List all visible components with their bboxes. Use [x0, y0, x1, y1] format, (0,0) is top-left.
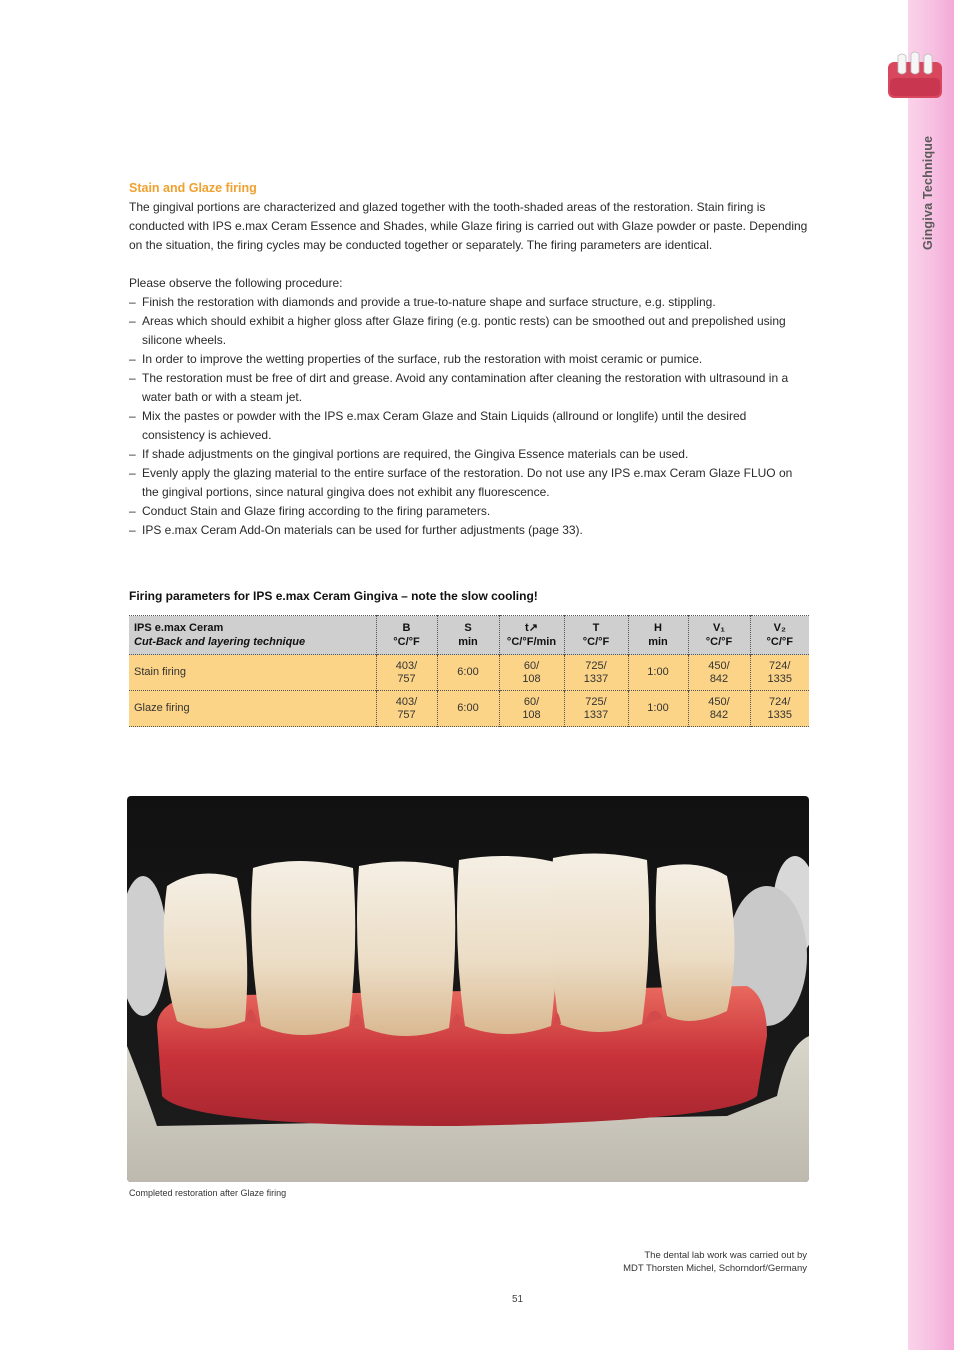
- row-label: Stain firing: [134, 666, 186, 678]
- table-cell: 725/ 1337: [564, 691, 628, 727]
- table-cell: 60/ 108: [499, 691, 564, 727]
- sidebar-title: Gingiva Technique: [921, 135, 935, 250]
- table-cell: 725/ 1337: [564, 655, 628, 691]
- credit-note: [623, 1249, 807, 1275]
- column-header-t-rate: t↗ °C/°F/min: [499, 616, 564, 655]
- page-number: 51: [511, 1294, 524, 1305]
- table-cell: 450/ 842: [688, 691, 750, 727]
- section-heading: Stain and Glaze firing: [129, 181, 257, 195]
- table-heading: Firing parameters for IPS e.max Ceram Gingiva – note the slow cooling!: [129, 589, 538, 603]
- column-header-v2: V₂ °C/°F: [750, 616, 809, 655]
- header-label-cell: IPS e.max Ceram Cut-Back and layering technique: [134, 622, 306, 648]
- procedure-step: – Evenly apply the glazing material to the entire surface of the restoration. Do not use any IPS e.max Ceram Glaze FLUO on the gingival portions, since natural gingiva does not exhibit any fluorescence.: [129, 464, 809, 502]
- credit-line: The dental lab work was carried out by: [644, 1250, 807, 1261]
- table-cell: 403/ 757: [376, 691, 437, 727]
- table-cell: 60/ 108: [499, 655, 564, 691]
- row-label: Glaze firing: [134, 702, 190, 714]
- table-cell: 1:00: [628, 655, 688, 691]
- procedure-step: – In order to improve the wetting properties of the surface, rub the restoration with moist ceramic or pumice.: [129, 350, 809, 369]
- column-header-v1: V₁ °C/°F: [688, 616, 750, 655]
- table-row: [129, 691, 809, 727]
- column-header-b: B °C/°F: [376, 616, 437, 655]
- gingiva-teeth-icon: [886, 50, 944, 102]
- credit-line: MDT Thorsten Michel, Schorndorf/Germany: [623, 1263, 807, 1274]
- table-cell: 6:00: [437, 691, 499, 727]
- main-content: [129, 180, 809, 727]
- table-cell: 724/ 1335: [750, 691, 809, 727]
- table-cell: 6:00: [437, 655, 499, 691]
- intro-paragraph: The gingival portions are characterized and glazed together with the tooth-shaded areas of the restoration. Stain firing is conducted with IPS e.max Ceram Essence and Shades, while Glaze firing is carried out with Glaze powder or paste. Depending on the situation, the firing cycles may be conducted together or separately. The firing parameters are identical.: [129, 200, 808, 252]
- table-cell: 403/ 757: [376, 655, 437, 691]
- procedure-list: [129, 293, 809, 540]
- procedure-step: – If shade adjustments on the gingival portions are required, the Gingiva Essence materials can be used.: [129, 445, 809, 464]
- table-cell: 450/ 842: [688, 655, 750, 691]
- procedure-step: – Conduct Stain and Glaze firing according to the firing parameters.: [129, 502, 809, 521]
- table-cell: 724/ 1335: [750, 655, 809, 691]
- table-row: [129, 655, 809, 691]
- procedure-step: – Mix the pastes or powder with the IPS e.max Ceram Glaze and Stain Liquids (allround or longlife) until the desired consistency is achieved.: [129, 407, 809, 445]
- column-header-s: S min: [437, 616, 499, 655]
- procedure-step: – Areas which should exhibit a higher gloss after Glaze firing (e.g. pontic rests) can be smoothed out and prepolished using silicone wheels.: [129, 312, 809, 350]
- table-header-row: [129, 616, 809, 655]
- procedure-step: – Finish the restoration with diamonds and provide a true-to-nature shape and surface structure, e.g. stippling.: [129, 293, 809, 312]
- firing-parameters-table: [129, 615, 809, 727]
- table-cell: 1:00: [628, 691, 688, 727]
- procedure-step: – The restoration must be free of dirt and grease. Avoid any contamination after cleaning the restoration with ultrasound in a water bath or with a steam jet.: [129, 369, 809, 407]
- restoration-photo: [127, 796, 809, 1182]
- procedure-step: – IPS e.max Ceram Add-On materials can be used for further adjustments (page 33).: [129, 521, 809, 540]
- procedure-intro: Please observe the following procedure:: [129, 276, 343, 290]
- column-header-t: T °C/°F: [564, 616, 628, 655]
- column-header-h: H min: [628, 616, 688, 655]
- figure-caption: Completed restoration after Glaze firing: [129, 1188, 287, 1198]
